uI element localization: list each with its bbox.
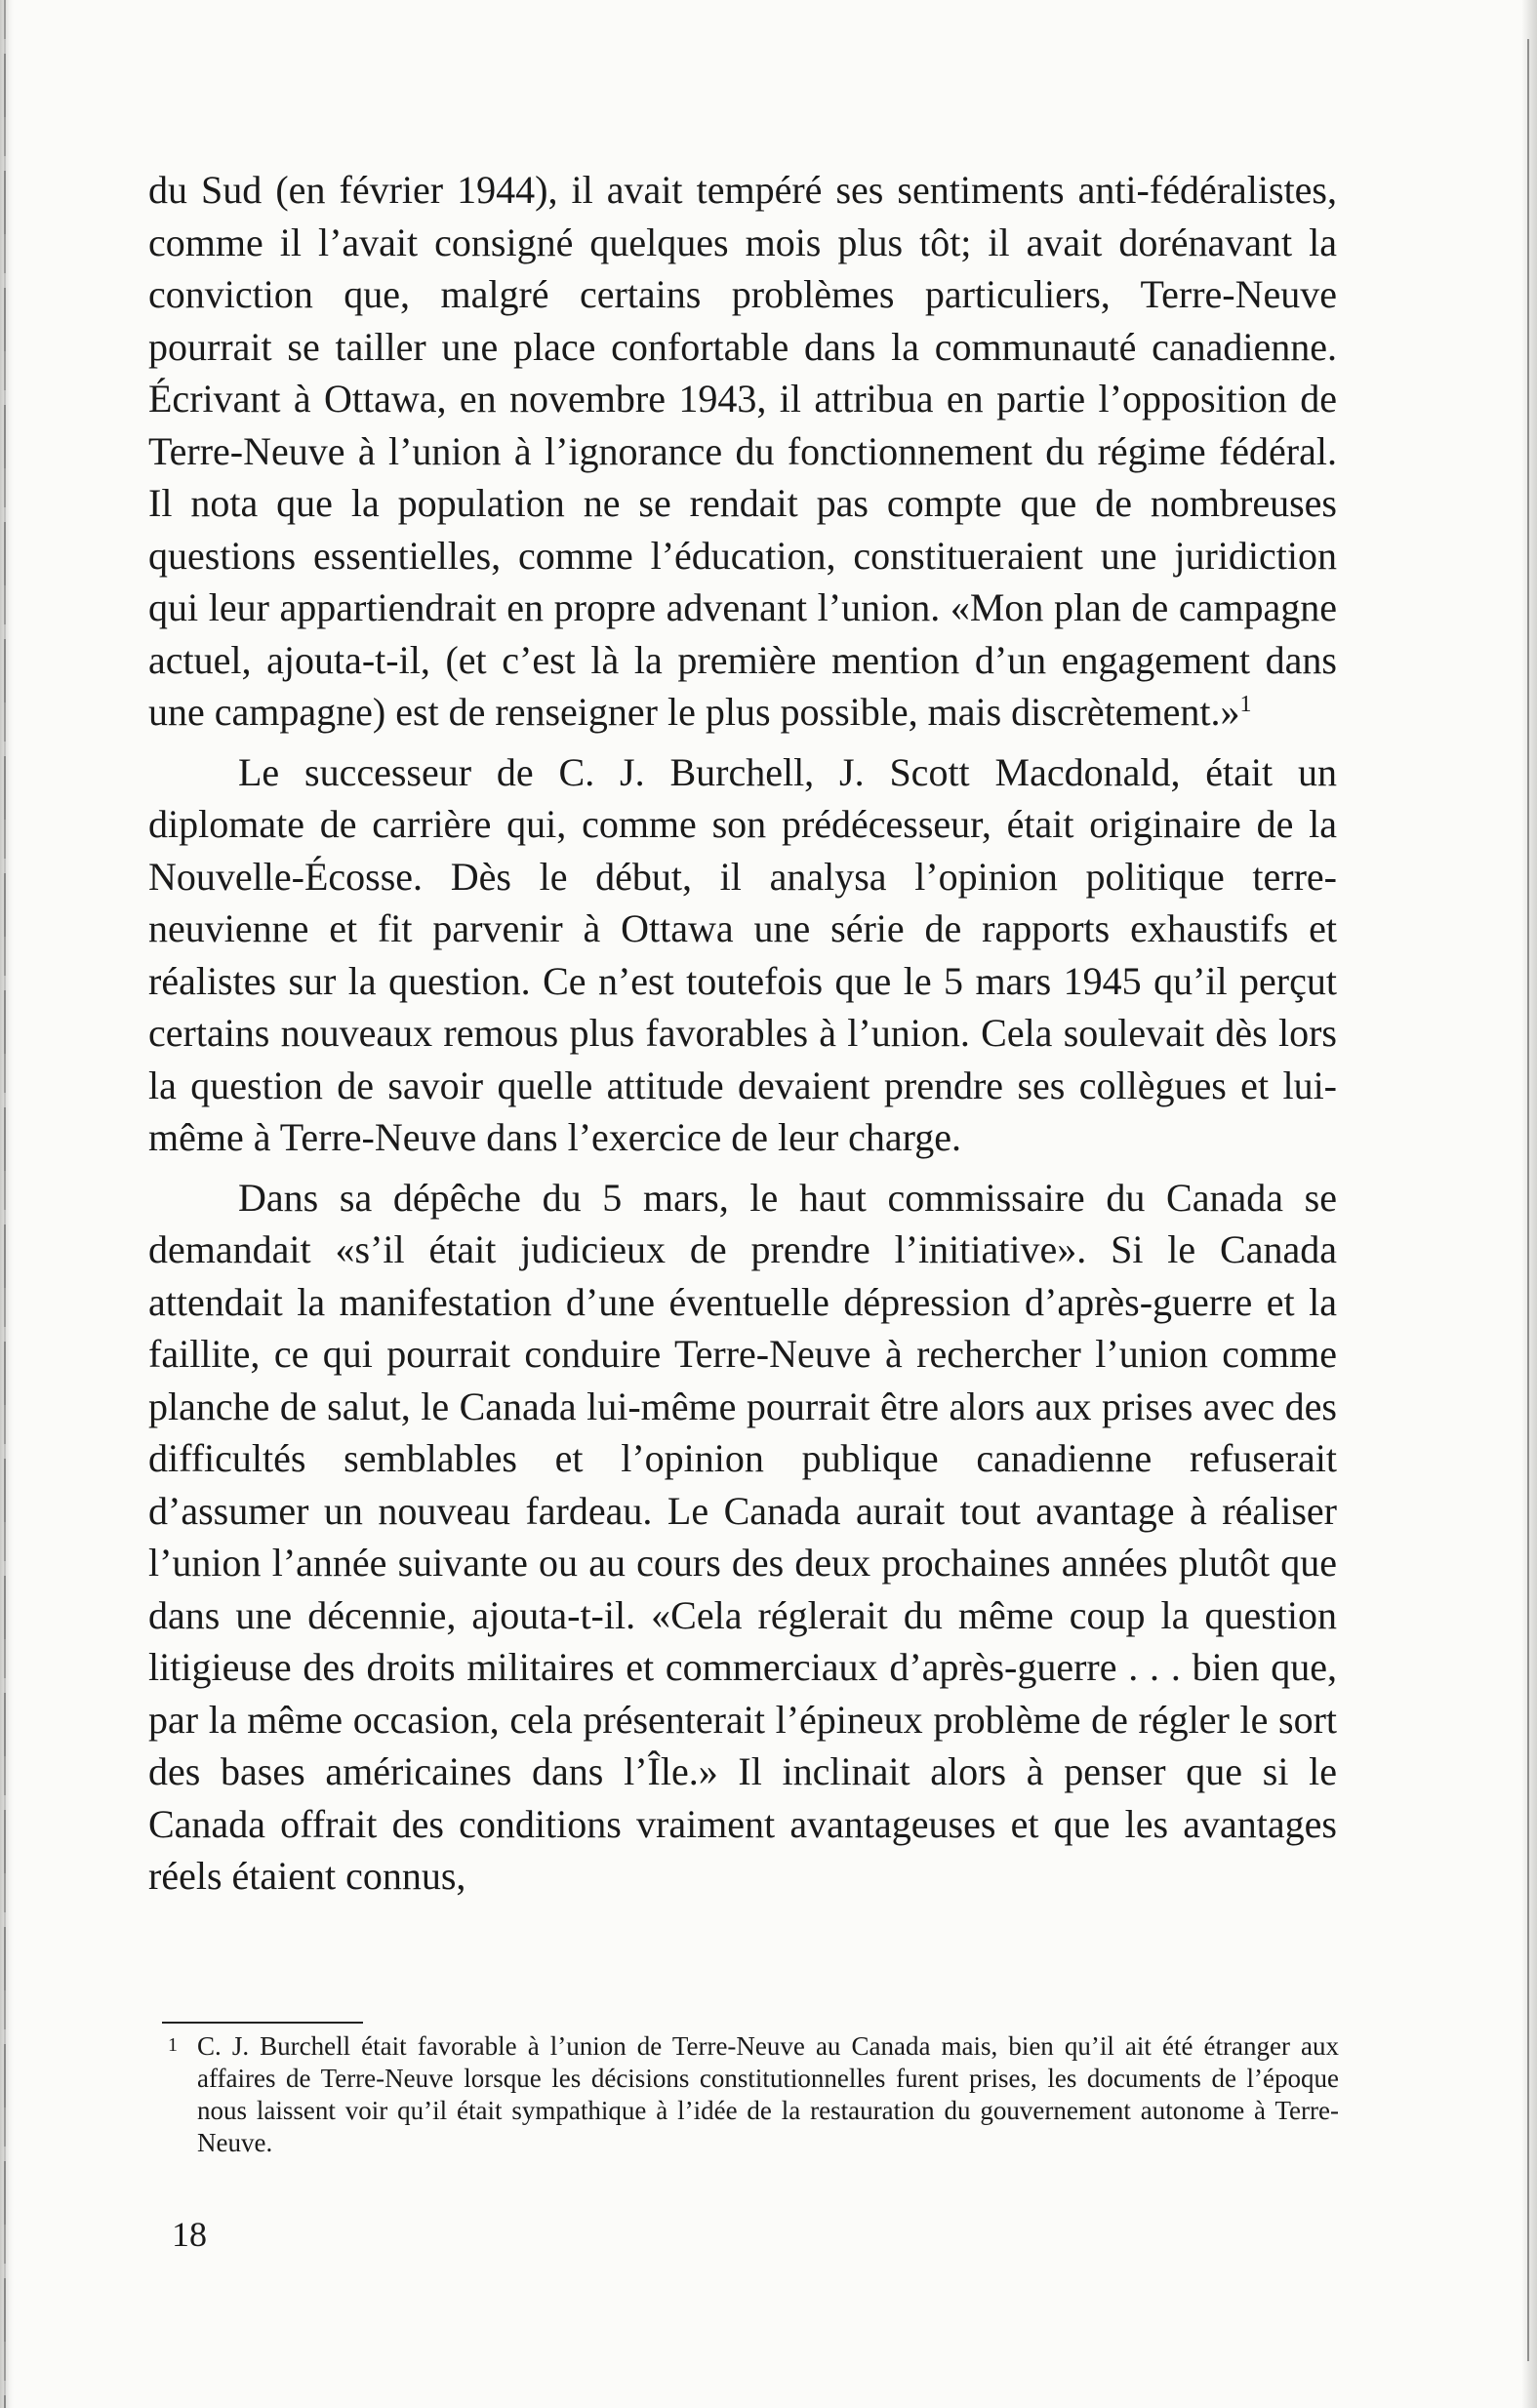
footnote-divider bbox=[162, 2022, 363, 2024]
body-text bbox=[148, 164, 1337, 1910]
paragraph-1 bbox=[148, 164, 1337, 739]
footnote-text: C. J. Burchell était favorable à l’union de Terre-Neuve au Canada mais, bien qu’il ait été étranger aux affaires de Terre-Neuve lorsque les décisions constitutionnelles furent prises, les documents de l’époque nous laissent voir qu’il était sympathique à l’idée de la restauration du gouvernement autonome à Terre-Neuve. bbox=[197, 2031, 1339, 2157]
paragraph-2-text: Le successeur de C. J. Burchell, J. Scott Macdonald, était un diplomate de carrière qui, comme son prédécesseur, était originaire de la Nouvelle-Écosse. Dès le début, il analysa l’opinion politique terre-neuvienne et fit parvenir à Ottawa une série de rapports exhaustifs et réalistes sur la question. Ce n’est toutefois que le 5 mars 1945 qu’il perçut certains nouveaux remous plus favorables à l’union. Cela soulevait dès lors la question de savoir quelle attitude devaient prendre ses collègues et lui-même à Terre-Neuve dans l’exercice de leur charge. bbox=[148, 749, 1337, 1159]
paragraph-3-text: Dans sa dépêche du 5 mars, le haut commissaire du Canada se demandait «s’il était judicieux de prendre l’initiative». Si le Canada attendait la manifestation d’une éventuelle dépression d’après-guerre et la faillite, ce qui pourrait conduire Terre-Neuve à rechercher l’union comme planche de salut, le Canada lui-même pourrait être alors aux prises avec des difficultés semblables et l’opinion publique canadienne refuserait d’assumer un nouveau fardeau. Le Canada aurait tout avantage à réaliser l’union l’année suivante ou au cours des deux prochaines années plutôt que dans une décennie, ajouta-t-il. «Cela réglerait du même coup la question litigieuse des droits militaires et commerciaux d’après-guerre . . . bien que, par la même occasion, cela présenterait l’épineux problème de régler le sort des bases américaines dans l’Île.» Il inclinait alors à penser que si le Canada offrait des conditions vraiment avantageuses et que les avantages réels étaient connus, bbox=[148, 1175, 1337, 1898]
footnote-mark: 1 bbox=[168, 2034, 178, 2056]
footnote-reference: 1 bbox=[1239, 692, 1252, 717]
paragraph-3 bbox=[148, 1172, 1337, 1903]
scan-edge-right bbox=[1521, 0, 1537, 2408]
paragraph-2 bbox=[148, 746, 1337, 1164]
scan-edge-left bbox=[0, 0, 14, 2408]
footnote bbox=[168, 2029, 1339, 2159]
page-number: 18 bbox=[172, 2215, 207, 2254]
paragraph-1-text: du Sud (en février 1944), il avait tempéré ses sentiments anti-fédéralistes, comme il l’avait consigné quelques mois plus tôt; il avait dorénavant la conviction que, malgré certains problèmes particuliers, Terre-Neuve pourrait se tailler une place confortable dans la communauté canadienne. Écrivant à Ottawa, en novembre 1943, il attribua en partie l’opposition de Terre-Neuve à l’union à l’ignorance du fonctionnement du régime fédéral. Il nota que la population ne se rendait pas compte que de nombreuses questions essentielles, comme l’éducation, constitueraient une juridiction qui leur appartiendrait en propre advenant l’union. «Mon plan de campagne actuel, ajouta-t-il, (et c’est là la première mention d’un engagement dans une campagne) est de renseigner le plus possible, mais discrètement.» bbox=[148, 168, 1337, 734]
